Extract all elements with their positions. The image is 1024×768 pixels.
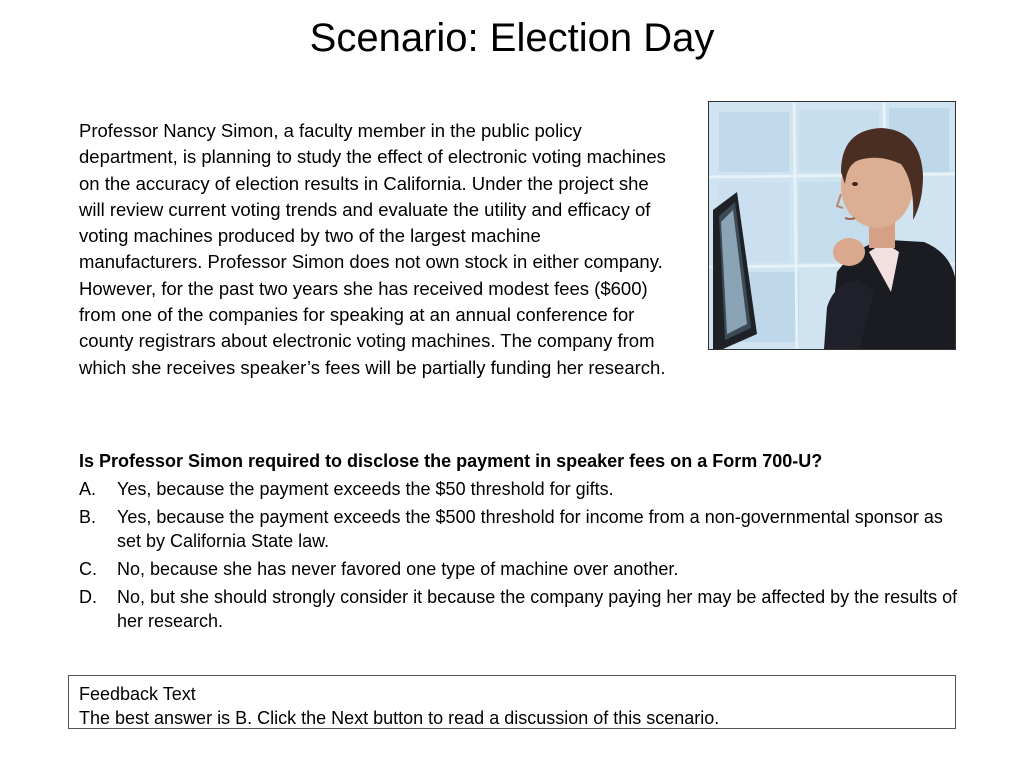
woman-at-computer-photo <box>708 101 956 350</box>
feedback-body: The best answer is B. Click the Next button to read a discussion of this scenario. <box>79 708 720 728</box>
option-letter: C. <box>79 559 97 579</box>
scenario-text: Professor Nancy Simon, a faculty member in the public policy department, is planning to study the effect of electronic voting machines on the accuracy of election results in California. Under the project she will review current voting trends and evaluate the utility and efficacy of voting machines produced by two of the largest machine manufacturers. Professor Simon does not own stock in either company. However, for the past two years she has received modest fees ($600) from one of the companies for speaking at an annual conference for county registrars about electronic voting machines. The company from which she receives speaker’s fees will be partially funding her research. <box>79 120 666 378</box>
option-letter: A. <box>79 479 97 499</box>
option-text: Yes, because the payment exceeds the $50 threshold for gifts. <box>117 479 614 499</box>
option-text: No, but she should strongly consider it because the company paying her may be affected by the results of her research. <box>117 587 958 631</box>
question-text: Is Professor Simon required to disclose the payment in speaker fees on a Form 700-U? <box>79 451 823 471</box>
answer-option-b[interactable] <box>79 505 959 553</box>
page-title: Scenario: Election Day <box>309 16 715 60</box>
answer-option-a[interactable] <box>79 477 959 501</box>
question-block <box>79 449 959 637</box>
answer-option-d[interactable] <box>79 585 959 633</box>
option-text: No, because she has never favored one type of machine over another. <box>117 559 679 579</box>
option-letter: D. <box>79 587 97 607</box>
answer-option-c[interactable] <box>79 557 959 581</box>
feedback-heading: Feedback Text <box>79 684 196 704</box>
feedback-box <box>68 675 956 729</box>
option-text: Yes, because the payment exceeds the $500 threshold for income from a non-governmental sponsor as set by California State law. <box>117 507 943 551</box>
option-letter: B. <box>79 507 97 527</box>
